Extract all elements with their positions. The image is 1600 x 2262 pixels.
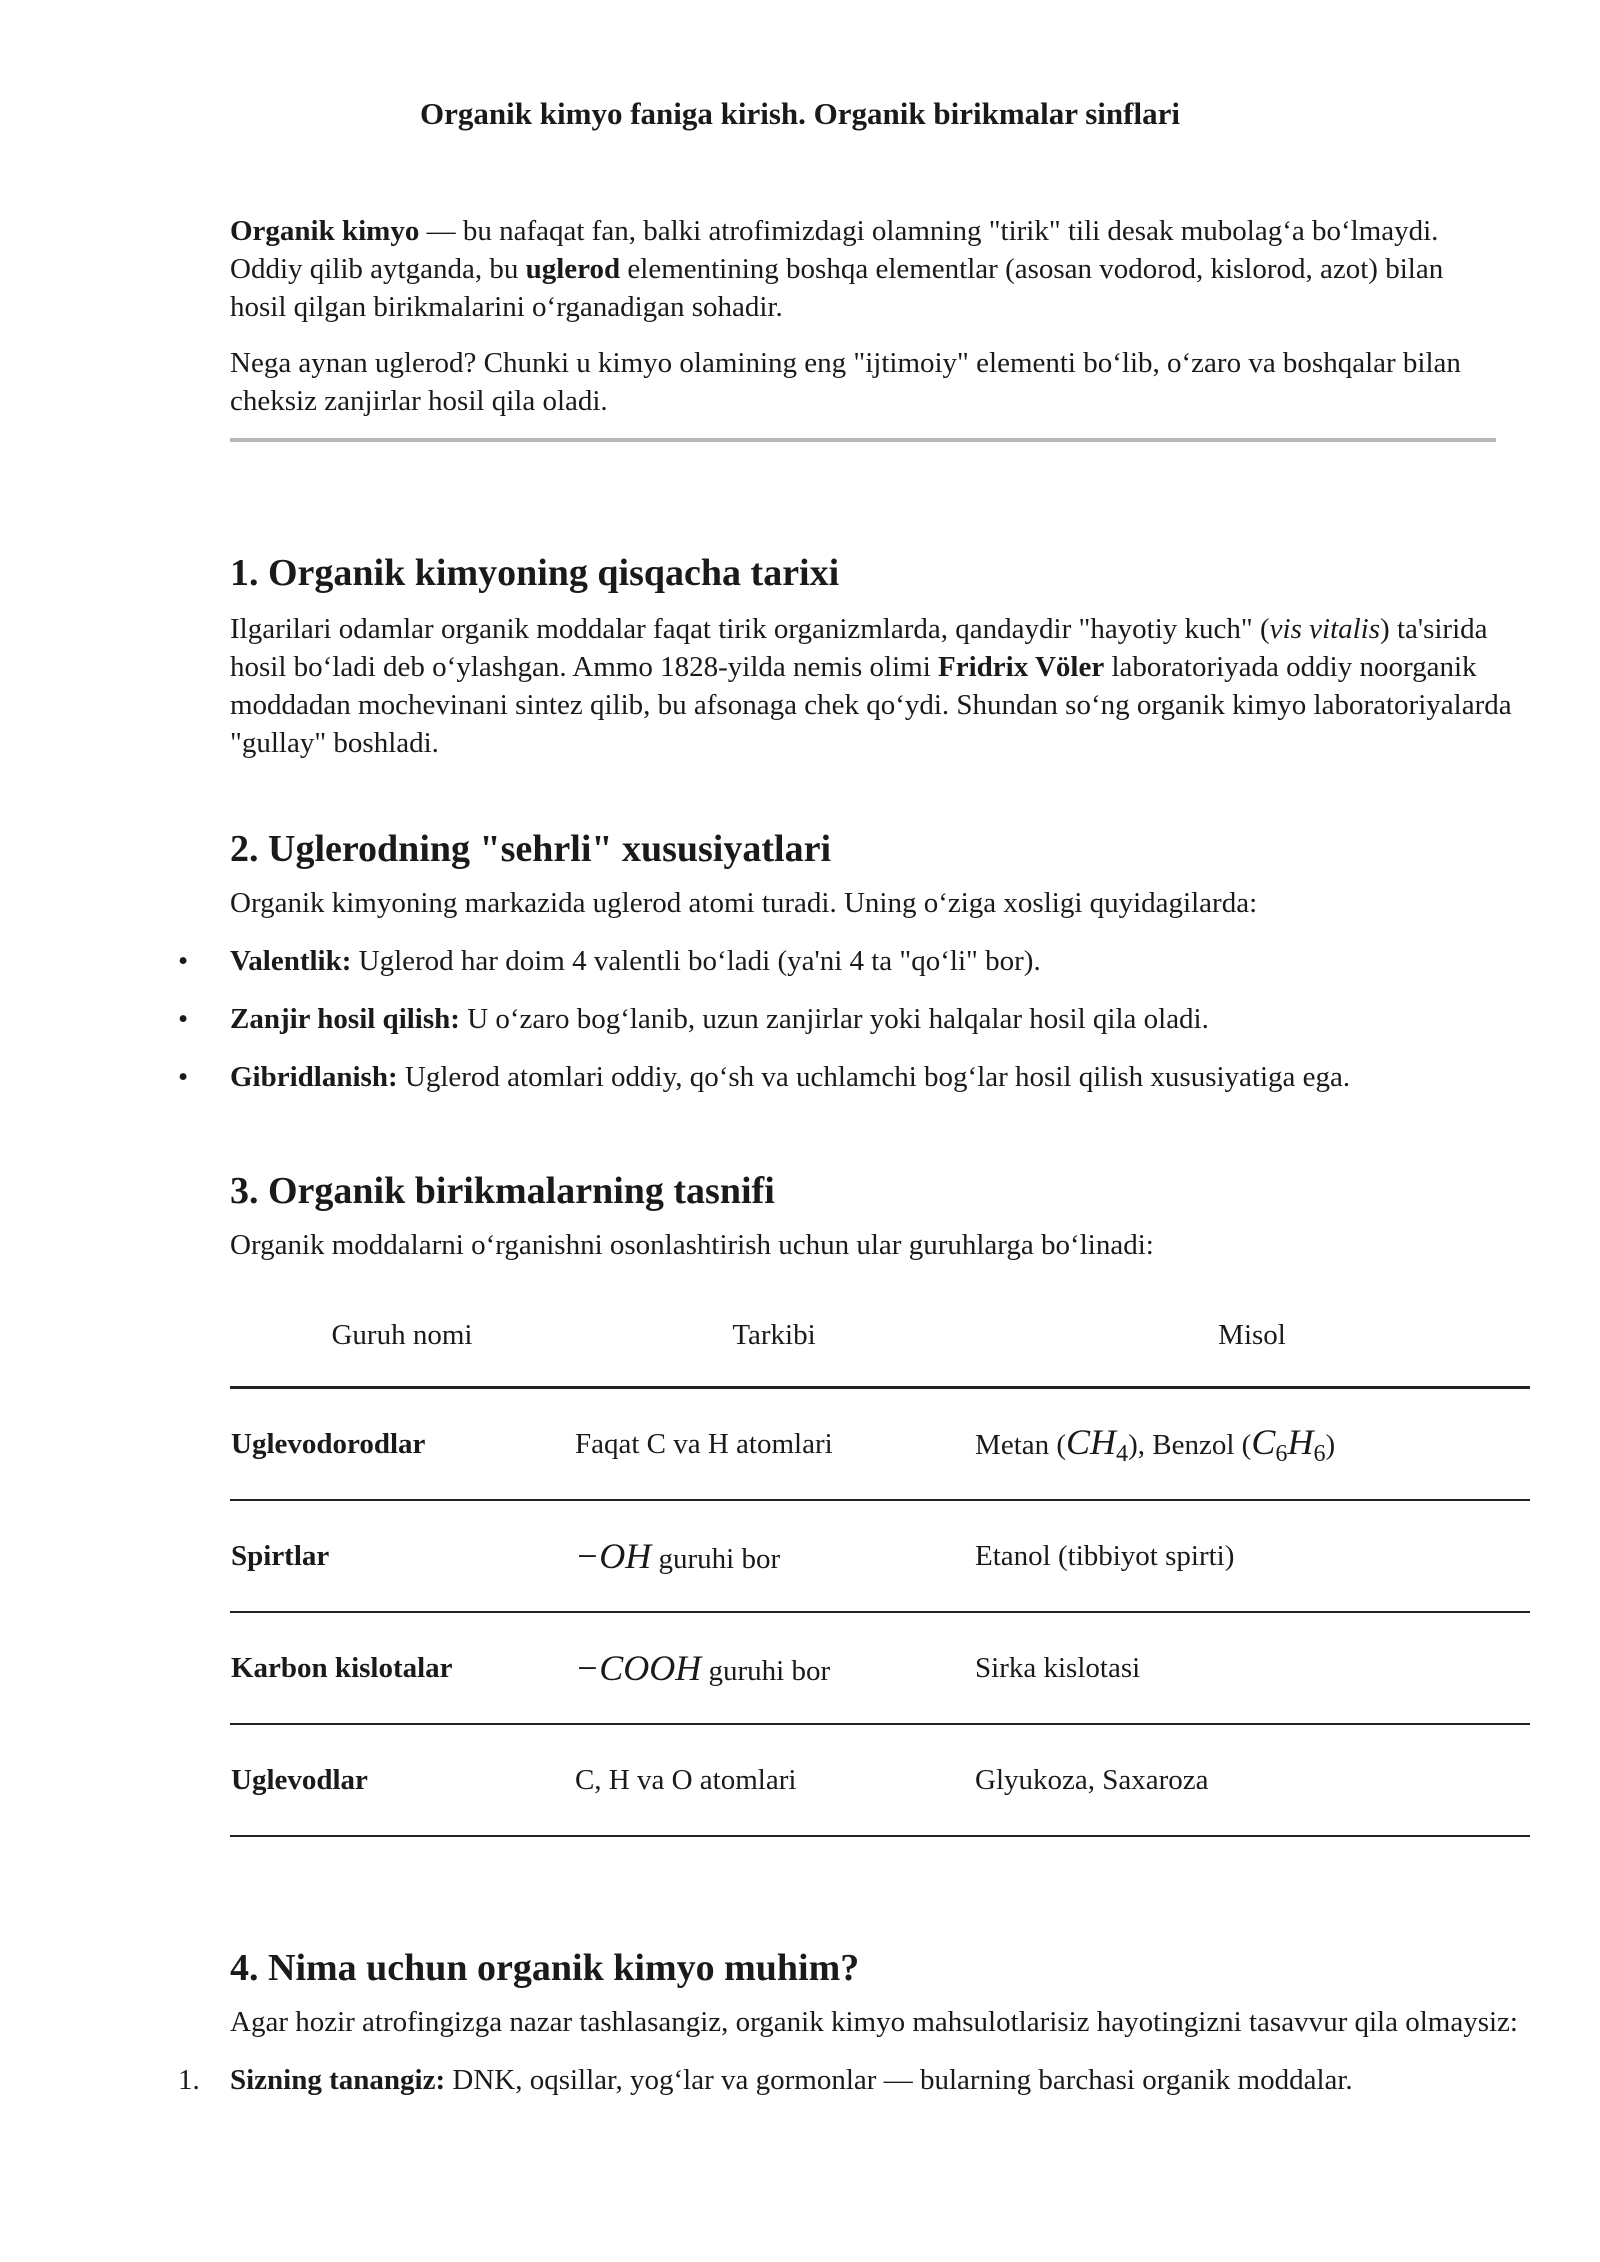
table-header-row (230, 1284, 1530, 1388)
cell-group: Uglevodorodlar (230, 1388, 574, 1501)
section-2-heading: 2. Uglerodning "sehrli" xususiyatlari (230, 828, 832, 870)
section-4-heading: 4. Nima uchun organik kimyo muhim? (230, 1947, 860, 1989)
cell-composition: −COOH guruhi bor (574, 1612, 974, 1724)
intro-block (230, 212, 1530, 442)
cell-example: Etanol (tibbiyot spirti) (974, 1500, 1530, 1612)
bullet-icon: • (178, 945, 189, 977)
cell-group: Spirtlar (230, 1500, 574, 1612)
intro-paragraph-2: Nega aynan uglerod? Chunki u kimyo olamining eng "ijtimoiy" elementi bo‘lib, o‘zaro va boshqalar bilan cheksiz zanjirlar hosil qila oladi. (230, 347, 1461, 417)
cell-group: Karbon kislotalar (230, 1612, 574, 1724)
table-row (230, 1724, 1530, 1836)
column-header-example: Misol (974, 1284, 1530, 1388)
list-item: 1. Sizning tanangiz: DNK, oqsillar, yog‘lar va gormonlar — bularning barchasi organik moddalar. (230, 2061, 1530, 2099)
cell-composition: C, H va O atomlari (574, 1724, 974, 1836)
section-3-heading: 3. Organik birikmalarning tasnifi (230, 1170, 775, 1212)
list-number: 1. (178, 2064, 200, 2096)
column-header-composition: Tarkibi (574, 1284, 974, 1388)
section-1-heading: 1. Organik kimyoning qisqacha tarixi (230, 552, 840, 594)
section-3-intro: Organik moddalarni o‘rganishni osonlashtirish uchun ular guruhlarga bo‘linadi: (230, 1229, 1154, 1261)
formula: −OH (574, 1536, 652, 1576)
intro-term: Organik kimyo (230, 215, 420, 247)
intro-paragraph-1: Organik kimyo — bu nafaqat fan, balki atrofimizdagi olamning "tirik" tili desak mubolag‘a bo‘lmaydi. Oddiy qilib aytganda, bu uglerod elementining boshqa elementlar (asosan vodorod, kislorod, azot) bilan hosil qilgan birikmalarini o‘rganadigan sohadir. (230, 215, 1444, 323)
cell-example: Metan $(CH_4)$, Benzol $(C_6H_6)$ (974, 1388, 1530, 1501)
scientist-name: Fridrix Völer (938, 651, 1105, 683)
cell-example: Sirka kislotasi (974, 1612, 1530, 1724)
cell-composition: Faqat C va H atomlari (574, 1388, 974, 1501)
column-header-group: Guruh nomi (230, 1284, 574, 1388)
intro-bold-word: uglerod (525, 253, 621, 285)
cell-example: Glyukoza, Saxaroza (974, 1724, 1530, 1836)
list-item: • Zanjir hosil qilish: U o‘zaro bog‘lanib, uzun zanjirlar yoki halqalar hosil qila oladi. (230, 1000, 1530, 1038)
latin-term: vis vitalis (1269, 613, 1381, 645)
section-1-paragraph: Ilgarilari odamlar organik moddalar faqat tirik organizmlarda, qandaydir "hayotiy kuch" (vis vitalis) ta'sirida hosil bo‘ladi deb o‘ylashgan. Ammo 1828-yilda nemis olimi Fridrix Völer laboratoriyada oddiy noorganik moddadan mochevinani sintez qilib, bu afsonaga chek qo‘ydi. Shundan so‘ng organik kimyo laboratoriyalarda "gullay" boshladi. (230, 613, 1512, 759)
section-importance (178, 1945, 1530, 2099)
cell-group: Uglevodlar (230, 1724, 574, 1836)
cell-composition: −OH guruhi bor (574, 1500, 974, 1612)
classification-table (230, 1284, 1530, 1837)
bullet-icon: • (178, 1003, 189, 1035)
document-title: Organik kimyo faniga kirish. Organik birikmalar sinflari (420, 96, 1180, 131)
importance-list (178, 2061, 1530, 2099)
table-row (230, 1500, 1530, 1612)
table-row (230, 1612, 1530, 1724)
section-2-intro: Organik kimyoning markazida uglerod atomi turadi. Uning o‘ziga xosligi quyidagilarda: (230, 887, 1258, 919)
section-history (230, 550, 1530, 762)
table-row (230, 1388, 1530, 1501)
section-4-intro: Agar hozir atrofingizga nazar tashlasangiz, organik kimyo mahsulotlarisiz hayotingizni tasavvur qila olmaysiz: (230, 2006, 1518, 2038)
properties-list (178, 942, 1530, 1096)
horizontal-rule (230, 438, 1496, 442)
bullet-icon: • (178, 1061, 189, 1093)
section-classification (230, 1168, 1530, 1837)
list-item: • Gibridlanish: Uglerod atomlari oddiy, qo‘sh va uchlamchi bog‘lar hosil qilish xususiyatiga ega. (230, 1058, 1530, 1096)
list-item: • Valentlik: Uglerod har doim 4 valentli bo‘ladi (ya'ni 4 ta "qo‘li" bor). (230, 942, 1530, 980)
formula: −COOH (574, 1648, 702, 1688)
document-content (178, 212, 1530, 2099)
section-carbon-properties (178, 826, 1530, 1096)
